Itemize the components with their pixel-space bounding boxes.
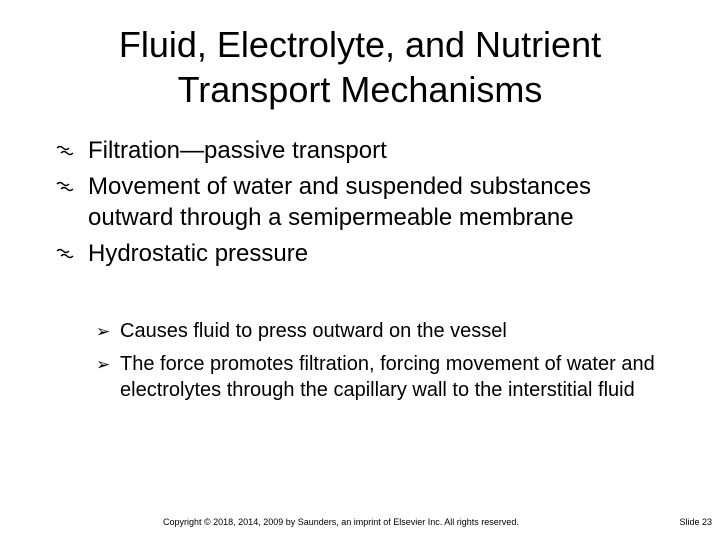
- bullet-item: [0, 238, 648, 269]
- wave-bullet-icon: [56, 180, 74, 192]
- wave-bullet-icon: [56, 247, 74, 259]
- footer-copyright: Copyright © 2018, 2014, 2009 by Saunders, an imprint of Elsevier Inc. All rights reserved.: [163, 517, 519, 527]
- bullet-list: [0, 135, 720, 274]
- slide-title-line-2: Transport Mechanisms: [177, 69, 543, 110]
- slide-title: [40, 22, 680, 112]
- sub-bullet-text: The force promotes filtration, forcing movement of water and electrolytes through the capillary wall to the interstitial fluid: [120, 353, 655, 401]
- sub-bullet-item: [0, 318, 660, 344]
- bullet-item: [0, 171, 648, 233]
- bullet-text: Movement of water and suspended substances outward through a semipermeable membrane: [88, 173, 591, 231]
- bullet-text: Hydrostatic pressure: [88, 240, 309, 267]
- bullet-item: [0, 135, 648, 166]
- slide-number: Slide 23: [679, 517, 712, 527]
- slide-title-line-1: Fluid, Electrolyte, and Nutrient: [118, 24, 602, 65]
- bullet-text: Filtration—passive transport: [88, 137, 387, 164]
- arrow-bullet-icon: ➢: [96, 322, 111, 342]
- arrow-bullet-icon: ➢: [96, 355, 111, 375]
- wave-bullet-icon: [56, 144, 74, 156]
- sub-bullet-list: [0, 318, 720, 410]
- sub-bullet-item: [0, 351, 660, 403]
- sub-bullet-text: Causes fluid to press outward on the vessel: [120, 320, 507, 342]
